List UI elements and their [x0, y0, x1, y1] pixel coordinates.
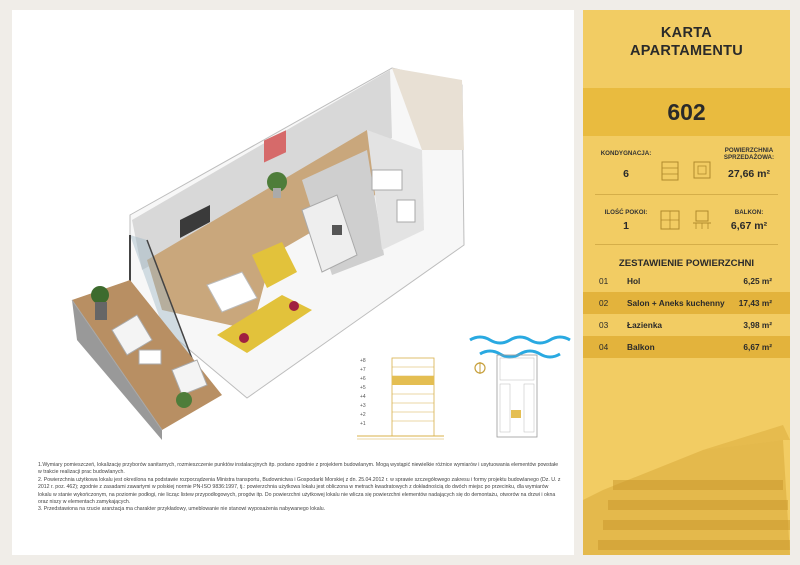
balcony-label: BALKON: [734, 209, 764, 216]
floor-value: 6 [623, 168, 629, 180]
area-value: 27,66 m² [727, 168, 771, 180]
floor-label: +6 [360, 376, 366, 382]
row-name: Balkon [627, 342, 655, 352]
apartment-3d-plan [12, 10, 574, 460]
area-label [713, 147, 785, 162]
rooms-value: 1 [623, 220, 629, 232]
summary-row [583, 270, 790, 292]
row-number: 01 [599, 276, 609, 286]
rooms-label: ILOŚĆ POKOI: [604, 209, 648, 216]
summary-row [583, 336, 790, 358]
floor-label: +3 [360, 403, 366, 409]
building-photo [583, 420, 790, 555]
floor-label: +4 [360, 394, 366, 400]
row-name: Salon + Aneks kuchenny [627, 298, 725, 308]
note-2: 2. Powierzchnia użytkowa lokalu jest określona na podstawie rozporządzenia Ministra transportu, Budownictwa i Gospodarki Morskiej z dn. 25.04.2012 r. w sprawie szczegółowego zakresu i formy projektu budowlanego (Dz. U. z 2012 r. poz. 462); zgodnie z zasadami zawartymi w polskiej normie PN-ISO 9836:1997, tj.: powierzchnia użytkowa lokalu jest obliczona w metrach kwadratowych z dokładnością do dwóch miejsc po przecinku, dla wymiarów lokalu w stanie wykończonym, na poziomie podłogi, nie licząc listew przypodłogowych, progów itp. Do powierzchni użytkowej lokalu nie wlicza się powierzchni elementów nadających się do demontażu, otworów na drzwi i okna oraz niszy w elementach zamykających. [38, 476, 561, 506]
floor-plan-card [12, 10, 574, 555]
row-area: 3,98 m² [743, 320, 772, 330]
stats-divider-bottom [595, 244, 778, 245]
area-label-line2: SPRZEDAŻOWA: [723, 154, 775, 162]
balcony-icon [691, 208, 713, 232]
summary-title: ZESTAWIENIE POWIERZCHNI [618, 258, 755, 269]
floor-label: KONDYGNACJA: [600, 150, 652, 157]
row-area: 6,67 m² [743, 342, 772, 352]
summary-row [583, 292, 790, 314]
rooms-icon [659, 208, 681, 232]
card-title-line2: APARTAMENTU [629, 43, 744, 59]
floor-label: +2 [360, 412, 366, 418]
summary-row [583, 314, 790, 336]
floor-label: +7 [360, 367, 366, 373]
row-area: 6,25 m² [743, 276, 772, 286]
floor-label: +8 [360, 358, 366, 364]
balcony-value: 6,67 m² [730, 220, 768, 232]
stats-divider [595, 194, 778, 195]
building-icon [659, 158, 681, 182]
card-title-line1: KARTA [660, 25, 713, 41]
note-1: 1.Wymiary pomieszczeń, lokalizację przyborów sanitarnych, rozmieszczenie punktów instalacyjnych itp. podano zgodnie z projektem budowlanym. Mogą wystąpić niewielkie różnice wymiarów i usytuowania elementów powstałe w trakcie realizacji prac budowlanych. [38, 462, 559, 476]
floor-key-plan [497, 355, 537, 437]
note-3: 3. Przedstawiona na rzucie aranżacja ma charakter przykładowy, umeblowanie nie stanowi wyposażenia nabywanego lokalu. [38, 506, 326, 513]
apartment-number-band [583, 88, 790, 136]
row-area: 17,43 m² [738, 298, 772, 308]
row-name: Łazienka [627, 320, 663, 330]
legal-notes [38, 462, 562, 514]
row-number: 02 [599, 298, 609, 308]
info-panel [583, 10, 790, 555]
row-name: Hol [627, 276, 641, 286]
area-label-line1: POWIERZCHNIA [724, 147, 774, 154]
floor-label: +5 [360, 385, 366, 391]
row-number: 04 [599, 342, 609, 352]
area-icon [691, 158, 713, 182]
row-number: 03 [599, 320, 609, 330]
floor-labels [360, 357, 374, 429]
floor-label: +1 [360, 421, 366, 427]
card-title [583, 24, 790, 60]
apartment-number: 602 [667, 99, 706, 125]
